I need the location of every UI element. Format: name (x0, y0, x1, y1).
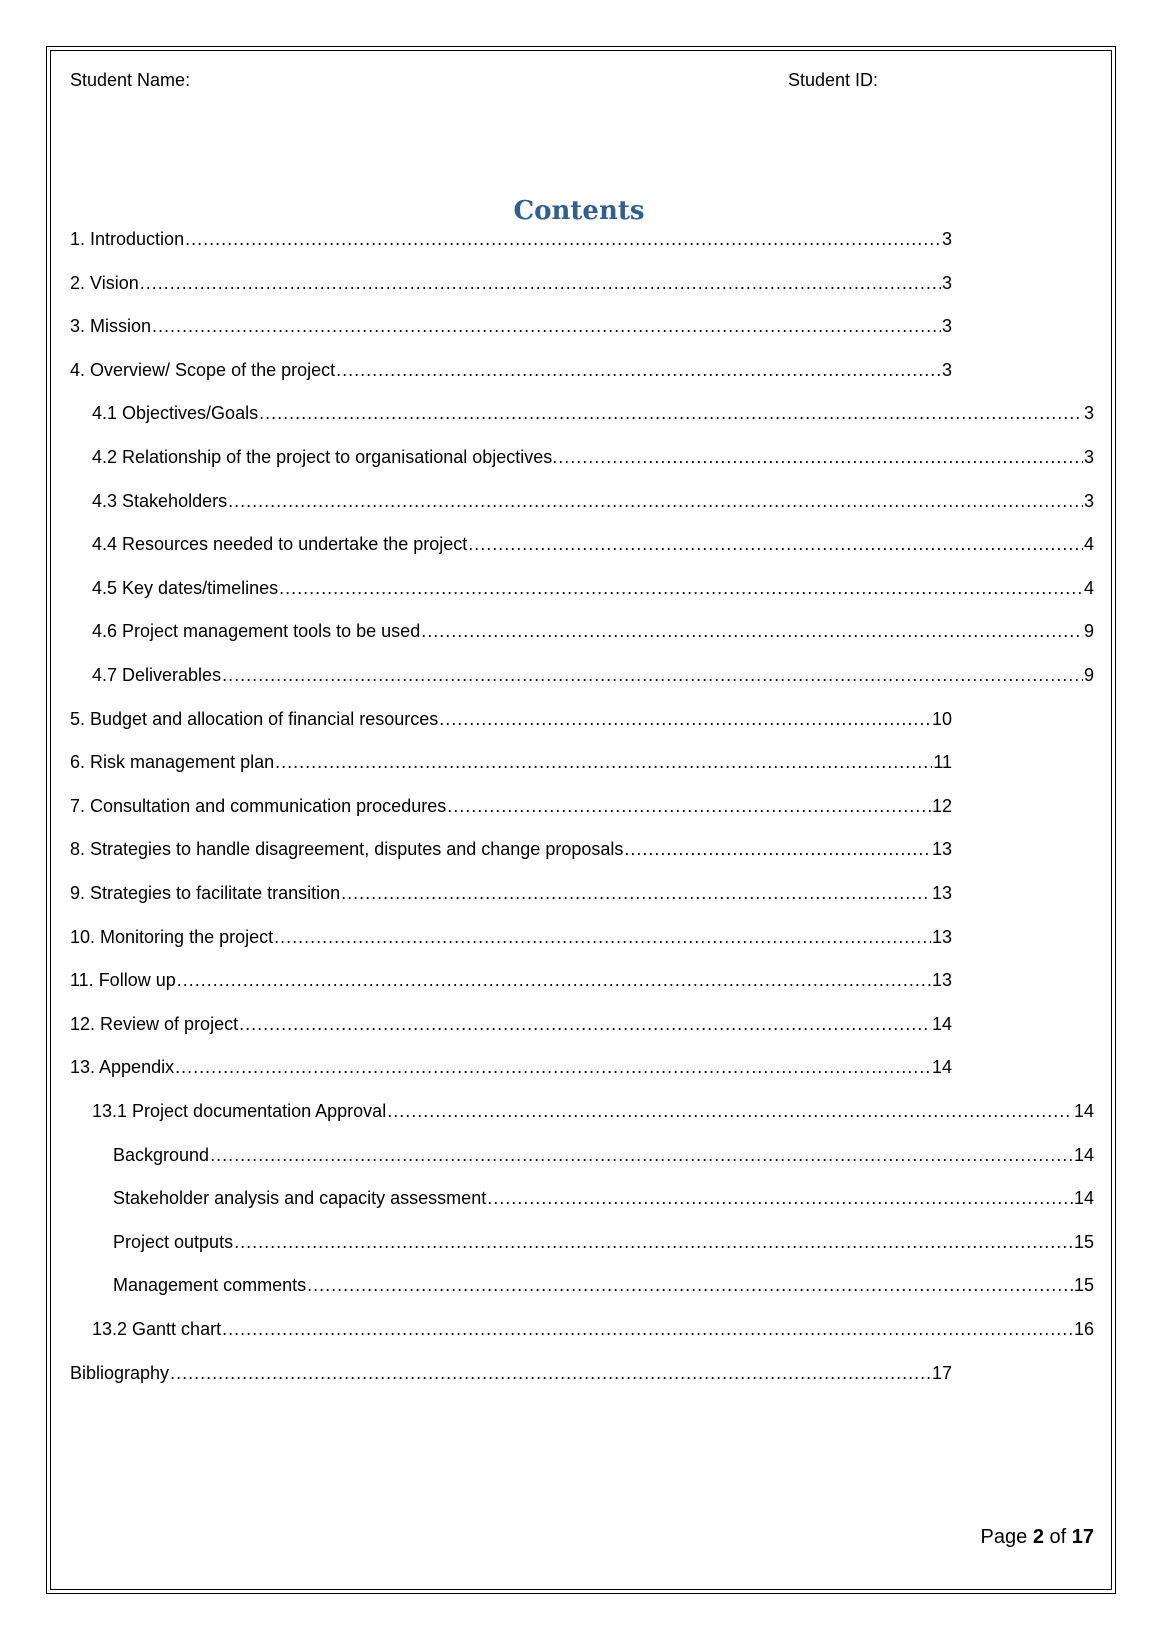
toc-entry-page: 3 (941, 272, 952, 293)
toc-entry[interactable] (70, 357, 952, 383)
toc-entry-page: 4 (1083, 534, 1094, 555)
toc-entry[interactable] (92, 488, 1094, 514)
current-page-number: 2 (1032, 1526, 1044, 1548)
toc-leader-dots (307, 1272, 1073, 1298)
toc-entry[interactable] (70, 313, 952, 339)
toc-entry-page: 13 (931, 970, 952, 991)
toc-entry-label: 1. Introduction (70, 229, 185, 249)
toc-entry[interactable] (70, 967, 952, 993)
toc-entry-label: Project outputs (113, 1231, 234, 1252)
toc-entry[interactable] (92, 575, 1094, 601)
toc-entry[interactable] (113, 1185, 1094, 1211)
toc-entry-label: 4. Overview/ Scope of the project (70, 359, 336, 380)
toc-entry[interactable] (92, 531, 1094, 557)
of-word: of (1049, 1526, 1067, 1548)
toc-entry[interactable] (70, 836, 952, 862)
toc-entry-label: 10. Monitoring the project (70, 926, 274, 947)
toc-entry[interactable] (92, 662, 1094, 688)
toc-entry-label: 4.5 Key dates/timelines (92, 577, 279, 598)
toc-entry-page: 14 (1073, 1101, 1094, 1121)
toc-entry-label: 13. Appendix (70, 1057, 175, 1078)
toc-entry-label: 4.6 Project management tools to be used (92, 621, 421, 642)
toc-entry-label: 9. Strategies to facilitate transition (70, 883, 341, 903)
toc-entry[interactable] (70, 793, 952, 819)
toc-leader-dots (140, 270, 941, 296)
toc-leader-dots (487, 1185, 1073, 1211)
toc-entry-page: 3 (941, 359, 952, 380)
toc-entry[interactable] (70, 1011, 952, 1037)
toc-entry-page: 3 (1083, 447, 1094, 467)
toc-leader-dots (558, 444, 1083, 470)
toc-entry[interactable] (92, 1098, 1094, 1124)
toc-leader-dots (228, 488, 1083, 514)
toc-leader-dots (152, 313, 941, 339)
toc-leader-dots (624, 836, 931, 862)
toc-entry[interactable] (70, 924, 952, 950)
toc-leader-dots (279, 575, 1083, 601)
toc-entry-label: 4.3 Stakeholders (92, 490, 228, 511)
toc-entry-label: 4.4 Resources needed to undertake the project (92, 534, 468, 555)
total-pages-number: 17 (1071, 1526, 1094, 1548)
toc-entry-label: 2. Vision (70, 272, 139, 293)
toc-leader-dots (336, 357, 941, 383)
toc-entry[interactable] (92, 618, 1094, 644)
toc-entry-page: 15 (1073, 1275, 1094, 1296)
contents-title: Contents (513, 196, 645, 226)
toc-leader-dots (170, 1360, 931, 1386)
page-footer (981, 1526, 1094, 1549)
toc-entry-label: Stakeholder analysis and capacity assessment (113, 1188, 487, 1209)
toc-entry[interactable] (92, 1316, 1094, 1342)
toc-entry[interactable] (92, 444, 1094, 470)
toc-entry-page: 11 (933, 752, 952, 773)
toc-leader-dots (341, 880, 931, 906)
toc-entry[interactable] (92, 400, 1094, 426)
toc-entry-page: 4 (1083, 577, 1094, 598)
toc-entry-page: 9 (1083, 665, 1094, 685)
toc-entry[interactable] (113, 1142, 1094, 1168)
toc-entry-label: 13.2 Gantt chart (92, 1319, 222, 1339)
toc-entry-label: 5. Budget and allocation of financial resources (70, 708, 439, 729)
toc-entry-label: 12. Review of project (70, 1013, 239, 1034)
toc-entry[interactable] (70, 706, 952, 732)
toc-leader-dots (177, 967, 931, 993)
toc-entry[interactable] (70, 226, 952, 252)
toc-leader-dots (439, 706, 931, 732)
toc-entry-label: 8. Strategies to handle disagreement, disputes and change proposals (70, 839, 624, 860)
toc-entry-page: 10 (931, 708, 952, 729)
toc-leader-dots (222, 1316, 1073, 1342)
toc-entry-page: 16 (1073, 1319, 1094, 1339)
toc-leader-dots (175, 1054, 931, 1080)
toc-leader-dots (239, 1011, 931, 1037)
toc-leader-dots (185, 226, 941, 252)
toc-entry[interactable] (70, 749, 952, 775)
toc-entry-page: 13 (931, 839, 952, 860)
toc-entry-page: 3 (1083, 403, 1094, 424)
toc-entry-label: Bibliography (70, 1362, 170, 1383)
toc-entry[interactable] (70, 880, 952, 906)
toc-entry[interactable] (70, 270, 952, 296)
toc-entry-page: 14 (931, 1057, 952, 1078)
toc-entry-page: 14 (1073, 1144, 1094, 1165)
toc-leader-dots (210, 1142, 1073, 1168)
toc-entry-page: 12 (931, 795, 952, 816)
toc-entry-label: Background (113, 1144, 210, 1165)
toc-entry-page: 15 (1073, 1231, 1094, 1252)
toc-entry-page: 17 (931, 1362, 952, 1383)
toc-entry-page: 3 (941, 229, 952, 249)
toc-leader-dots (222, 662, 1083, 688)
toc-leader-dots (468, 531, 1083, 557)
toc-leader-dots (274, 924, 931, 950)
toc-entry-label: 13.1 Project documentation Approval (92, 1101, 387, 1121)
student-name-label: Student Name: (70, 70, 191, 90)
page-word: Page (980, 1526, 1028, 1548)
toc-entry-page: 14 (931, 1013, 952, 1034)
toc-entry-label: 4.2 Relationship of the project to organisational objectives. (92, 447, 558, 467)
toc-entry-label: 4.1 Objectives/Goals (92, 403, 259, 424)
toc-entry[interactable] (113, 1272, 1094, 1298)
toc-entry[interactable] (113, 1229, 1094, 1255)
toc-entry-label: 3. Mission (70, 316, 152, 337)
student-id-label: Student ID: (788, 70, 879, 90)
toc-entry[interactable] (70, 1360, 952, 1386)
toc-entry-page: 9 (1083, 621, 1094, 642)
toc-leader-dots (421, 618, 1083, 644)
toc-entry-page: 14 (1073, 1188, 1094, 1209)
toc-leader-dots (259, 400, 1083, 426)
toc-entry-page: 3 (941, 316, 952, 337)
toc-entry[interactable] (70, 1054, 952, 1080)
toc-entry-label: 7. Consultation and communication procedures (70, 795, 447, 816)
toc-entry-page: 13 (931, 883, 952, 903)
toc-entry-page: 3 (1083, 490, 1094, 511)
toc-leader-dots (387, 1098, 1073, 1124)
toc-entry-page: 13 (931, 926, 952, 947)
toc-entry-label: 4.7 Deliverables (92, 665, 222, 685)
toc-entry-label: Management comments (113, 1275, 307, 1296)
toc-entry-label: 11. Follow up (70, 970, 176, 991)
toc-leader-dots (447, 793, 931, 819)
toc-leader-dots (234, 1229, 1073, 1255)
toc-leader-dots (275, 749, 932, 775)
toc-entry-label: 6. Risk management plan (70, 752, 275, 773)
